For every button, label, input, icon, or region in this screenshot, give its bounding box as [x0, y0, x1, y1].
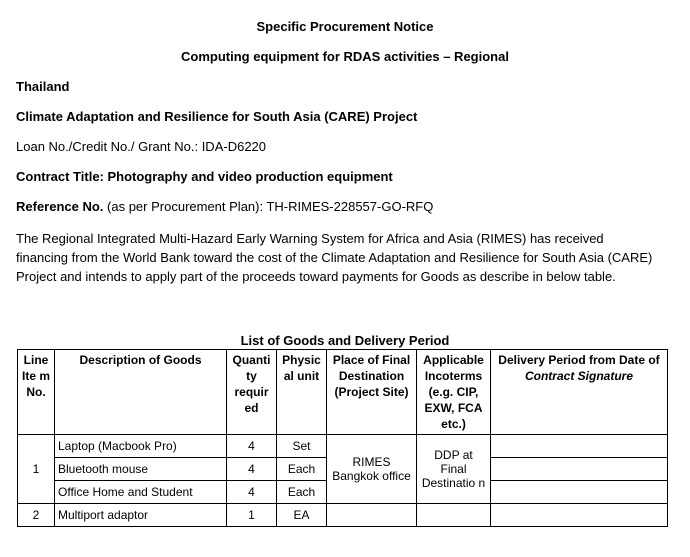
table-row	[18, 504, 668, 527]
reference-label: Reference No.	[16, 199, 104, 214]
header-delivery	[491, 350, 668, 435]
incoterm-cell: DDP at Final Destinatio n	[417, 435, 491, 504]
goods-unit: Set	[277, 435, 327, 458]
line-item-number: 2	[18, 504, 55, 527]
reference-value: (as per Procurement Plan): TH-RIMES-228557-GO-RFQ	[103, 199, 434, 214]
header-destination: Place of Final Destination (Project Site)	[327, 350, 417, 435]
header-delivery-italic: Contract Signature	[524, 369, 633, 383]
goods-description: Multiport adaptor	[55, 504, 227, 527]
header-quantity: Quanti ty requir ed	[227, 350, 277, 435]
goods-quantity: 1	[227, 504, 277, 527]
goods-description: Office Home and Student	[55, 481, 227, 504]
goods-unit: Each	[277, 458, 327, 481]
notice-subtitle: Computing equipment for RDAS activities – Regional	[181, 49, 509, 64]
delivery-cell	[491, 504, 668, 527]
loan-number: Loan No./Credit No./ Grant No.: IDA-D6220	[16, 139, 267, 154]
header-incoterms: Applicable Incoterms (e.g. CIP, EXW, FCA etc.)	[417, 350, 491, 435]
goods-description: Laptop (Macbook Pro)	[55, 435, 227, 458]
goods-quantity: 4	[227, 435, 277, 458]
header-delivery-prefix: Delivery Period from Date of	[498, 353, 660, 367]
goods-unit: EA	[277, 504, 327, 527]
project-name: Climate Adaptation and Resilience for South Asia (CARE) Project	[16, 109, 418, 124]
table-row	[18, 435, 668, 458]
header-line-item: Line Ite m No.	[18, 350, 55, 435]
line-item-number: 1	[18, 435, 55, 504]
goods-quantity: 4	[227, 481, 277, 504]
intro-paragraph: The Regional Integrated Multi-Hazard Early Warning System for Africa and Asia (RIMES) has received financing from the World Bank toward the cost of the Climate Adaptation and Resilience for South Asia (CARE) Project and intends to apply part of the proceeds toward payments for Goods as describe in below table.	[16, 231, 653, 284]
goods-table	[17, 349, 668, 527]
notice-title: Specific Procurement Notice	[256, 19, 434, 34]
destination-cell: RIMES Bangkok office	[327, 435, 417, 504]
goods-unit: Each	[277, 481, 327, 504]
incoterm-cell-empty	[417, 504, 491, 527]
reference-line	[16, 199, 674, 214]
country: Thailand	[16, 79, 70, 94]
header-unit: Physic al unit	[277, 350, 327, 435]
goods-quantity: 4	[227, 458, 277, 481]
delivery-cell	[491, 435, 668, 458]
goods-description: Bluetooth mouse	[55, 458, 227, 481]
delivery-cell	[491, 481, 668, 504]
table-caption: List of Goods and Delivery Period	[240, 333, 450, 348]
header-description: Description of Goods	[55, 350, 227, 435]
destination-cell-empty	[327, 504, 417, 527]
delivery-cell	[491, 458, 668, 481]
contract-title: Contract Title: Photography and video production equipment	[16, 169, 393, 184]
